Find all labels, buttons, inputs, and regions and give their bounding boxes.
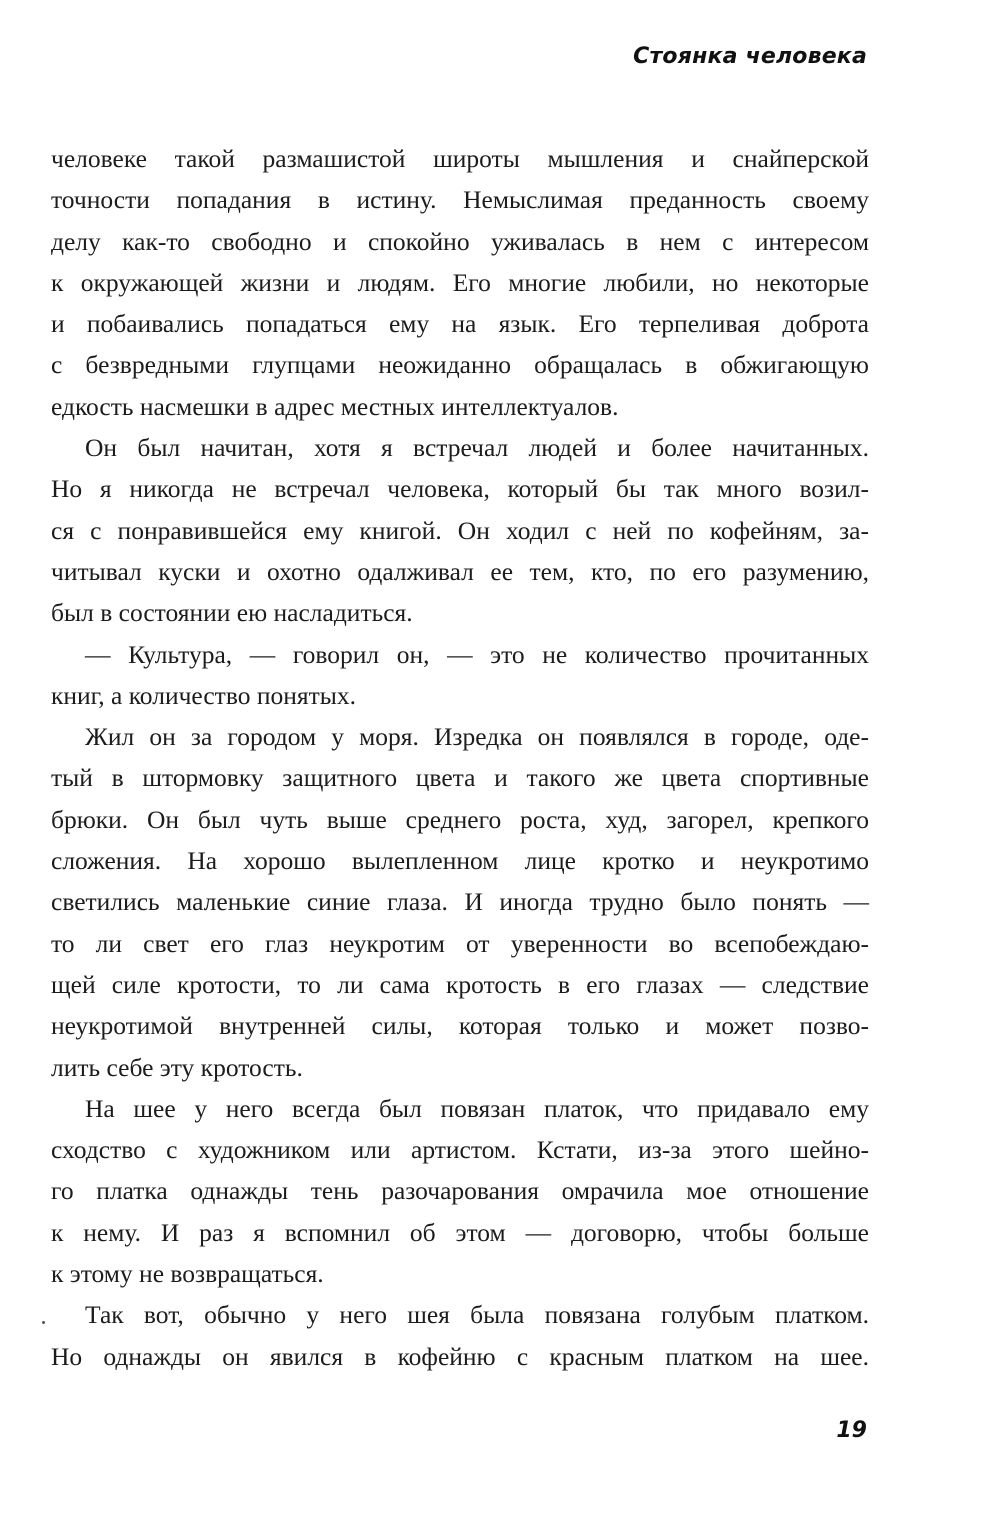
scan-speck — [42, 1321, 45, 1324]
text-line: едкость насмешки в адрес местных интеллектуалов. — [51, 391, 619, 421]
text-line: щей силе кротости, то ли сама кротость в его глазах — следствие — [51, 969, 869, 999]
text-line: с безвредными глупцами неожиданно обращалась в обжигающую — [51, 350, 869, 380]
text-line: Но я никогда не встречал человека, который бы так много возил- — [51, 474, 869, 504]
text-line: человеке такой размашистой широты мышления и снайперской — [51, 144, 869, 173]
page-number: 19 — [836, 1418, 867, 1443]
text-line: светились маленькие синие глаза. И иногда трудно было понять — — [51, 887, 869, 917]
text-line: Но однажды он явился в кофейню с красным платком на шее. — [51, 1341, 869, 1371]
text-line: книг, а количество понятых. — [51, 680, 356, 710]
text-line: Так вот, обычно у него шея была повязана голубым платком. — [85, 1300, 869, 1330]
text-line: и побаивались попадаться ему на язык. Его терпеливая доброта — [51, 309, 869, 339]
text-line: сходство с художником или артистом. Кстати, из-за этого шейно- — [51, 1135, 869, 1165]
text-line: На шее у него всегда был повязан платок, что придавало ему — [85, 1093, 869, 1123]
text-line: — Культура, — говорил он, — это не количество прочитанных — [85, 639, 869, 669]
text-line: точности попадания в истину. Немыслимая преданность своему — [51, 185, 869, 215]
text-line: к окружающей жизни и людям. Его многие любили, но некоторые — [51, 267, 869, 297]
text-line: к нему. И раз я вспомнил об этом — договорю, чтобы больше — [51, 1217, 869, 1247]
text-line: Жил он за городом у моря. Изредка он появлялся в городе, оде- — [85, 722, 869, 752]
text-line: сложения. На хорошо вылепленном лице кротко и неукротимо — [51, 846, 869, 876]
text-line: ся с понравившейся ему книгой. Он ходил с ней по кофейням, за- — [51, 515, 869, 545]
text-line: тый в штормовку защитного цвета и такого же цвета спортивные — [51, 763, 869, 793]
text-line: к этому не возвращаться. — [51, 1259, 324, 1289]
running-head-title: Стоянка человека — [633, 44, 867, 69]
text-line: неукротимой внутренней силы, которая только и может позво- — [51, 1011, 869, 1041]
text-line: был в состоянии ею насладиться. — [51, 598, 413, 628]
text-line: то ли свет его глаз неукротим от уверенности во всепобеждаю- — [51, 928, 869, 958]
text-line: го платка однажды тень разочарования омрачила мое отношение — [51, 1176, 869, 1206]
text-line: Он был начитан, хотя я встречал людей и более начитанных. — [85, 433, 869, 463]
text-line: делу как-то свободно и спокойно уживалась в нем с интересом — [51, 226, 869, 256]
text-line: читывал куски и охотно одалживал ее тем, кто, по его разумению, — [51, 556, 869, 586]
text-line: брюки. Он был чуть выше среднего роста, худ, загорел, крепкого — [51, 804, 869, 834]
body-text — [51, 138, 869, 1377]
text-line: лить себе эту кротость. — [51, 1052, 303, 1082]
